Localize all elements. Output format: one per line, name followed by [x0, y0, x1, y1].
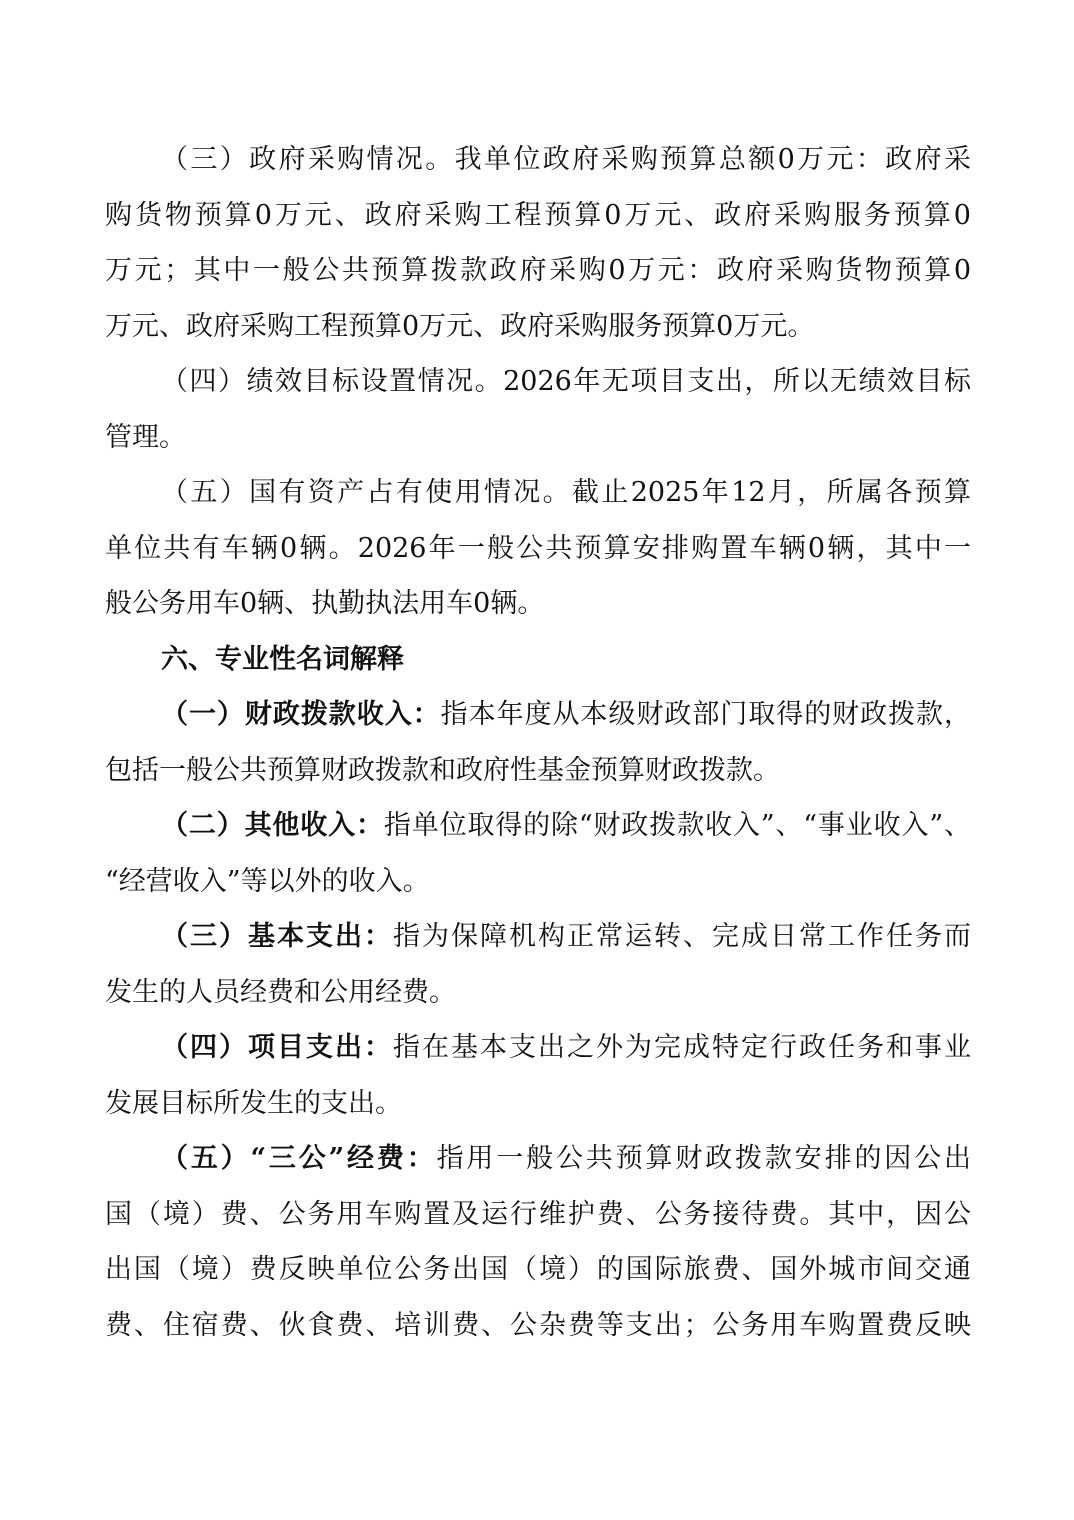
text-line [105, 632, 971, 688]
term-label: （五）“三公”经费： [161, 1143, 437, 1174]
text-line [105, 1187, 971, 1243]
line-text: 万元、政府采购工程预算0万元、政府采购服务预算0万元。 [105, 310, 815, 342]
line-text: 指用一般公共预算财政拨款安排的因公出 [436, 1143, 971, 1174]
paragraph [105, 132, 971, 354]
line-text: 国（境）费、公务用车购置及运行维护费、公务接待费。其中，因公 [105, 1198, 971, 1230]
line-text: “经营收入”等以外的收入。 [105, 865, 430, 897]
text-line [105, 1076, 971, 1132]
text-line [105, 188, 971, 244]
line-text: （三）政府采购情况。我单位政府采购预算总额0万元：政府采 [161, 144, 971, 175]
line-text: （四）绩效目标设置情况。2026年无项目支出，所以无绩效目标 [161, 366, 971, 397]
text-line [105, 521, 971, 577]
line-text: 发展目标所发生的支出。 [105, 1087, 402, 1119]
text-line [105, 1131, 971, 1187]
text-line [105, 743, 971, 799]
text-line [105, 798, 971, 854]
line-text: 出国（境）费反映单位公务出国（境）的国际旅费、国外城市间交通 [105, 1254, 971, 1285]
line-text: 般公务用车0辆、执勤执法用车0辆。 [105, 588, 545, 619]
line-text: 管理。 [105, 421, 186, 453]
text-line [105, 299, 971, 355]
term-label: （三）基本支出： [161, 921, 393, 952]
line-text: 发生的人员经费和公用经费。 [105, 976, 456, 1008]
text-line [105, 1298, 971, 1354]
paragraph [105, 354, 971, 465]
line-text: （五）国有资产占有使用情况。截止2025年12月，所属各预算 [161, 477, 971, 508]
line-text: 指为保障机构正常运转、完成日常工作任务而 [393, 921, 971, 952]
text-line [105, 132, 971, 188]
text-line [105, 410, 971, 466]
term-label: （二）其他收入： [161, 810, 384, 841]
term-label: （一）财政拨款收入： [161, 699, 441, 730]
term-label: （四）项目支出： [161, 1032, 393, 1063]
line-text: 费、住宿费、伙食费、培训费、公杂费等支出；公务用车购置费反映 [105, 1309, 971, 1341]
line-text: 包括一般公共预算财政拨款和政府性基金预算财政拨款。 [105, 754, 780, 786]
line-text: 指本年度从本级财政部门取得的财政拨款， [440, 699, 971, 730]
paragraph [105, 465, 971, 632]
line-text: 万元；其中一般公共预算拨款政府采购0万元：政府采购货物预算0 [105, 255, 971, 286]
paragraph [105, 1020, 971, 1131]
text-line [105, 1242, 971, 1298]
line-text: 单位共有车辆0辆。2026年一般公共预算安排购置车辆0辆，其中一 [105, 532, 971, 564]
line-text: 六、专业性名词解释 [161, 643, 404, 675]
text-line [105, 965, 971, 1021]
line-text: 指单位取得的除“财政拨款收入”、“事业收入”、 [383, 810, 971, 841]
text-line [105, 1020, 971, 1076]
document-body [105, 132, 971, 1353]
text-line [105, 854, 971, 910]
text-line [105, 243, 971, 299]
text-line [105, 687, 971, 743]
text-line [105, 465, 971, 521]
paragraph [105, 909, 971, 1020]
paragraph [105, 687, 971, 798]
text-line [105, 909, 971, 965]
text-line [105, 576, 971, 632]
paragraph [105, 1131, 971, 1353]
paragraph [105, 798, 971, 909]
line-text: 指在基本支出之外为完成特定行政任务和事业 [393, 1032, 971, 1063]
line-text: 购货物预算0万元、政府采购工程预算0万元、政府采购服务预算0 [105, 199, 971, 231]
section-heading [105, 632, 971, 688]
text-line [105, 354, 971, 410]
